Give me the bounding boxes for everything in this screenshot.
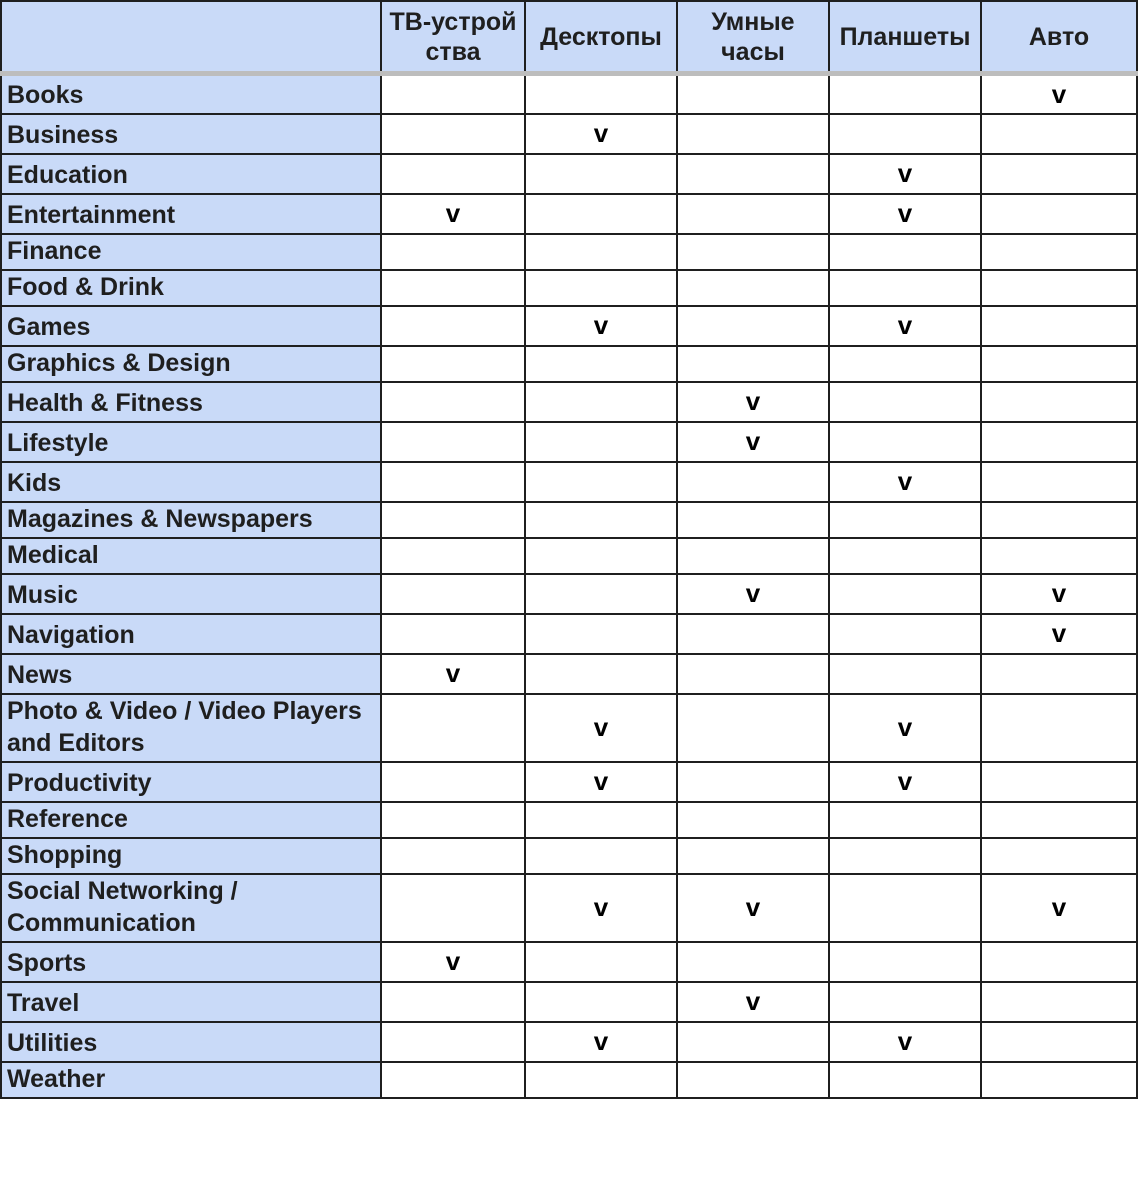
row-category-label[interactable]: Kids [1, 462, 381, 502]
table-row [1, 306, 1137, 346]
cell-auto[interactable] [981, 1062, 1137, 1098]
table-row [1, 802, 1137, 838]
row-category-label[interactable]: Business [1, 114, 381, 154]
cell-tv[interactable] [381, 802, 525, 838]
cell-tv[interactable] [381, 654, 525, 694]
cell-desktops[interactable] [525, 502, 677, 538]
table-row [1, 538, 1137, 574]
cell-smartwatches[interactable] [677, 802, 829, 838]
cell-auto[interactable] [981, 538, 1137, 574]
cell-auto[interactable] [981, 74, 1137, 114]
cell-tablets[interactable] [829, 462, 981, 502]
cell-desktops[interactable] [525, 942, 677, 982]
table-row [1, 874, 1137, 942]
check-mark: v [445, 198, 461, 228]
row-category-label[interactable]: Magazines & Newspapers [1, 502, 381, 538]
cell-desktops[interactable] [525, 306, 677, 346]
check-mark: v [1051, 578, 1067, 608]
cell-tablets[interactable] [829, 346, 981, 382]
cell-smartwatches[interactable] [677, 462, 829, 502]
table-row [1, 154, 1137, 194]
cell-smartwatches[interactable] [677, 1062, 829, 1098]
row-category-label[interactable]: Travel [1, 982, 381, 1022]
cell-smartwatches[interactable] [677, 74, 829, 114]
cell-auto[interactable] [981, 654, 1137, 694]
cell-tablets[interactable] [829, 1062, 981, 1098]
cell-auto[interactable] [981, 1022, 1137, 1062]
table-row [1, 422, 1137, 462]
cell-smartwatches[interactable] [677, 838, 829, 874]
cell-auto[interactable] [981, 346, 1137, 382]
column-header-auto[interactable]: Авто [981, 1, 1137, 74]
row-category-label[interactable]: News [1, 654, 381, 694]
cell-desktops[interactable] [525, 574, 677, 614]
cell-auto[interactable] [981, 194, 1137, 234]
cell-desktops[interactable] [525, 654, 677, 694]
cell-auto[interactable] [981, 574, 1137, 614]
check-mark: v [1051, 78, 1067, 109]
cell-smartwatches[interactable] [677, 982, 829, 1022]
cell-tv[interactable] [381, 346, 525, 382]
table-row [1, 1062, 1137, 1098]
cell-desktops[interactable] [525, 802, 677, 838]
cell-smartwatches[interactable] [677, 874, 829, 942]
cell-smartwatches[interactable] [677, 942, 829, 982]
row-category-label[interactable]: Shopping [1, 838, 381, 874]
cell-tablets[interactable] [829, 802, 981, 838]
cell-tablets[interactable] [829, 574, 981, 614]
table-row [1, 654, 1137, 694]
check-mark: v [593, 712, 609, 742]
cell-tv[interactable] [381, 614, 525, 654]
check-mark: v [1051, 618, 1067, 648]
table-row [1, 694, 1137, 762]
row-category-label[interactable]: Medical [1, 538, 381, 574]
cell-desktops[interactable] [525, 1062, 677, 1098]
cell-desktops[interactable] [525, 382, 677, 422]
cell-desktops[interactable] [525, 1022, 677, 1062]
cell-tv[interactable] [381, 538, 525, 574]
cell-tv[interactable] [381, 382, 525, 422]
cell-smartwatches[interactable] [677, 614, 829, 654]
check-mark: v [745, 386, 761, 416]
row-category-label[interactable]: Social Networking / Communication [1, 874, 381, 942]
table-body [1, 74, 1137, 1098]
table-row [1, 838, 1137, 874]
cell-auto[interactable] [981, 114, 1137, 154]
cell-smartwatches[interactable] [677, 502, 829, 538]
column-header-desktops[interactable]: Десктопы [525, 1, 677, 74]
cell-smartwatches[interactable] [677, 382, 829, 422]
check-mark: v [897, 466, 913, 496]
cell-tablets[interactable] [829, 874, 981, 942]
cell-tablets[interactable] [829, 194, 981, 234]
cell-tv[interactable] [381, 574, 525, 614]
cell-desktops[interactable] [525, 114, 677, 154]
cell-tablets[interactable] [829, 1022, 981, 1062]
cell-auto[interactable] [981, 234, 1137, 270]
cell-auto[interactable] [981, 802, 1137, 838]
cell-tablets[interactable] [829, 154, 981, 194]
check-mark: v [593, 1026, 609, 1056]
cell-auto[interactable] [981, 422, 1137, 462]
cell-desktops[interactable] [525, 462, 677, 502]
cell-desktops[interactable] [525, 762, 677, 802]
row-category-label[interactable]: Productivity [1, 762, 381, 802]
check-mark: v [593, 766, 609, 796]
row-category-label[interactable]: Photo & Video / Video Players and Editors [1, 694, 381, 762]
row-category-label[interactable]: Weather [1, 1062, 381, 1098]
cell-tablets[interactable] [829, 982, 981, 1022]
cell-desktops[interactable] [525, 270, 677, 306]
cell-auto[interactable] [981, 838, 1137, 874]
cell-tablets[interactable] [829, 422, 981, 462]
check-mark: v [745, 892, 761, 922]
column-header-tablets[interactable]: Планшеты [829, 1, 981, 74]
column-header-tv[interactable]: ТВ-устрой ства [381, 1, 525, 74]
check-mark: v [897, 1026, 913, 1056]
check-mark: v [1051, 892, 1067, 922]
cell-auto[interactable] [981, 942, 1137, 982]
table-row [1, 1022, 1137, 1062]
check-mark: v [593, 118, 609, 148]
check-mark: v [745, 578, 761, 608]
cell-smartwatches[interactable] [677, 574, 829, 614]
cell-tv[interactable] [381, 1062, 525, 1098]
cell-tv[interactable] [381, 422, 525, 462]
cell-smartwatches[interactable] [677, 694, 829, 762]
cell-desktops[interactable] [525, 422, 677, 462]
row-category-label[interactable]: Utilities [1, 1022, 381, 1062]
check-mark: v [745, 986, 761, 1016]
cell-tv[interactable] [381, 874, 525, 942]
row-category-label[interactable]: Graphics & Design [1, 346, 381, 382]
cell-smartwatches[interactable] [677, 762, 829, 802]
cell-tv[interactable] [381, 114, 525, 154]
cell-auto[interactable] [981, 762, 1137, 802]
cell-desktops[interactable] [525, 154, 677, 194]
cell-desktops[interactable] [525, 982, 677, 1022]
cell-desktops[interactable] [525, 194, 677, 234]
cell-auto[interactable] [981, 270, 1137, 306]
header-row [1, 1, 1137, 74]
check-mark: v [897, 198, 913, 228]
cell-auto[interactable] [981, 982, 1137, 1022]
table-row [1, 942, 1137, 982]
cell-auto[interactable] [981, 154, 1137, 194]
cell-smartwatches[interactable] [677, 154, 829, 194]
check-mark: v [445, 658, 461, 688]
table-row [1, 234, 1137, 270]
cell-smartwatches[interactable] [677, 538, 829, 574]
cell-desktops[interactable] [525, 538, 677, 574]
cell-tv[interactable] [381, 154, 525, 194]
check-mark: v [897, 158, 913, 188]
cell-smartwatches[interactable] [677, 306, 829, 346]
cell-tablets[interactable] [829, 654, 981, 694]
cell-smartwatches[interactable] [677, 1022, 829, 1062]
cell-tv[interactable] [381, 838, 525, 874]
table-row [1, 382, 1137, 422]
table-row [1, 502, 1137, 538]
cell-smartwatches[interactable] [677, 422, 829, 462]
row-category-label[interactable]: Lifestyle [1, 422, 381, 462]
cell-tv[interactable] [381, 1022, 525, 1062]
row-category-label[interactable]: Books [1, 74, 381, 114]
cell-auto[interactable] [981, 874, 1137, 942]
cell-tablets[interactable] [829, 538, 981, 574]
cell-tablets[interactable] [829, 762, 981, 802]
check-mark: v [593, 310, 609, 340]
check-mark: v [897, 310, 913, 340]
cell-smartwatches[interactable] [677, 234, 829, 270]
cell-smartwatches[interactable] [677, 346, 829, 382]
row-category-label[interactable]: Food & Drink [1, 270, 381, 306]
cell-tablets[interactable] [829, 614, 981, 654]
table-row [1, 114, 1137, 154]
cell-tv[interactable] [381, 306, 525, 346]
table-row [1, 982, 1137, 1022]
cell-desktops[interactable] [525, 838, 677, 874]
cell-tv[interactable] [381, 194, 525, 234]
cell-tablets[interactable] [829, 382, 981, 422]
cell-tablets[interactable] [829, 306, 981, 346]
row-category-label[interactable]: Reference [1, 802, 381, 838]
table-row [1, 614, 1137, 654]
row-category-label[interactable]: Navigation [1, 614, 381, 654]
cell-desktops[interactable] [525, 614, 677, 654]
cell-tablets[interactable] [829, 838, 981, 874]
cell-smartwatches[interactable] [677, 114, 829, 154]
column-header-smartwatches[interactable]: Умные часы [677, 1, 829, 74]
cell-smartwatches[interactable] [677, 270, 829, 306]
row-category-label[interactable]: Entertainment [1, 194, 381, 234]
cell-auto[interactable] [981, 502, 1137, 538]
cell-tv[interactable] [381, 502, 525, 538]
row-category-label[interactable]: Finance [1, 234, 381, 270]
cell-auto[interactable] [981, 382, 1137, 422]
cell-desktops[interactable] [525, 694, 677, 762]
table-row [1, 346, 1137, 382]
check-mark: v [445, 946, 461, 976]
cell-tablets[interactable] [829, 502, 981, 538]
table-row [1, 462, 1137, 502]
cell-tv[interactable] [381, 270, 525, 306]
cell-desktops[interactable] [525, 74, 677, 114]
cell-auto[interactable] [981, 306, 1137, 346]
row-category-label[interactable]: Health & Fitness [1, 382, 381, 422]
header-corner-cell[interactable] [1, 1, 381, 74]
cell-tv[interactable] [381, 462, 525, 502]
row-category-label[interactable]: Games [1, 306, 381, 346]
row-category-label[interactable]: Education [1, 154, 381, 194]
cell-tablets[interactable] [829, 234, 981, 270]
check-mark: v [745, 426, 761, 456]
cell-tablets[interactable] [829, 694, 981, 762]
cell-smartwatches[interactable] [677, 194, 829, 234]
cell-tv[interactable] [381, 234, 525, 270]
row-category-label[interactable]: Sports [1, 942, 381, 982]
cell-tablets[interactable] [829, 74, 981, 114]
cell-tv[interactable] [381, 694, 525, 762]
cell-tablets[interactable] [829, 114, 981, 154]
cell-tv[interactable] [381, 942, 525, 982]
cell-tv[interactable] [381, 982, 525, 1022]
cell-tablets[interactable] [829, 270, 981, 306]
check-mark: v [897, 766, 913, 796]
cell-desktops[interactable] [525, 234, 677, 270]
cell-auto[interactable] [981, 462, 1137, 502]
table-row [1, 74, 1137, 114]
table-row [1, 574, 1137, 614]
check-mark: v [593, 892, 609, 922]
cell-auto[interactable] [981, 694, 1137, 762]
cell-smartwatches[interactable] [677, 654, 829, 694]
row-category-label[interactable]: Music [1, 574, 381, 614]
table-row [1, 762, 1137, 802]
cell-tv[interactable] [381, 762, 525, 802]
cell-tv[interactable] [381, 74, 525, 114]
cell-tablets[interactable] [829, 942, 981, 982]
table-row [1, 194, 1137, 234]
table-row [1, 270, 1137, 306]
cell-desktops[interactable] [525, 346, 677, 382]
check-mark: v [897, 712, 913, 742]
cell-desktops[interactable] [525, 874, 677, 942]
cell-auto[interactable] [981, 614, 1137, 654]
